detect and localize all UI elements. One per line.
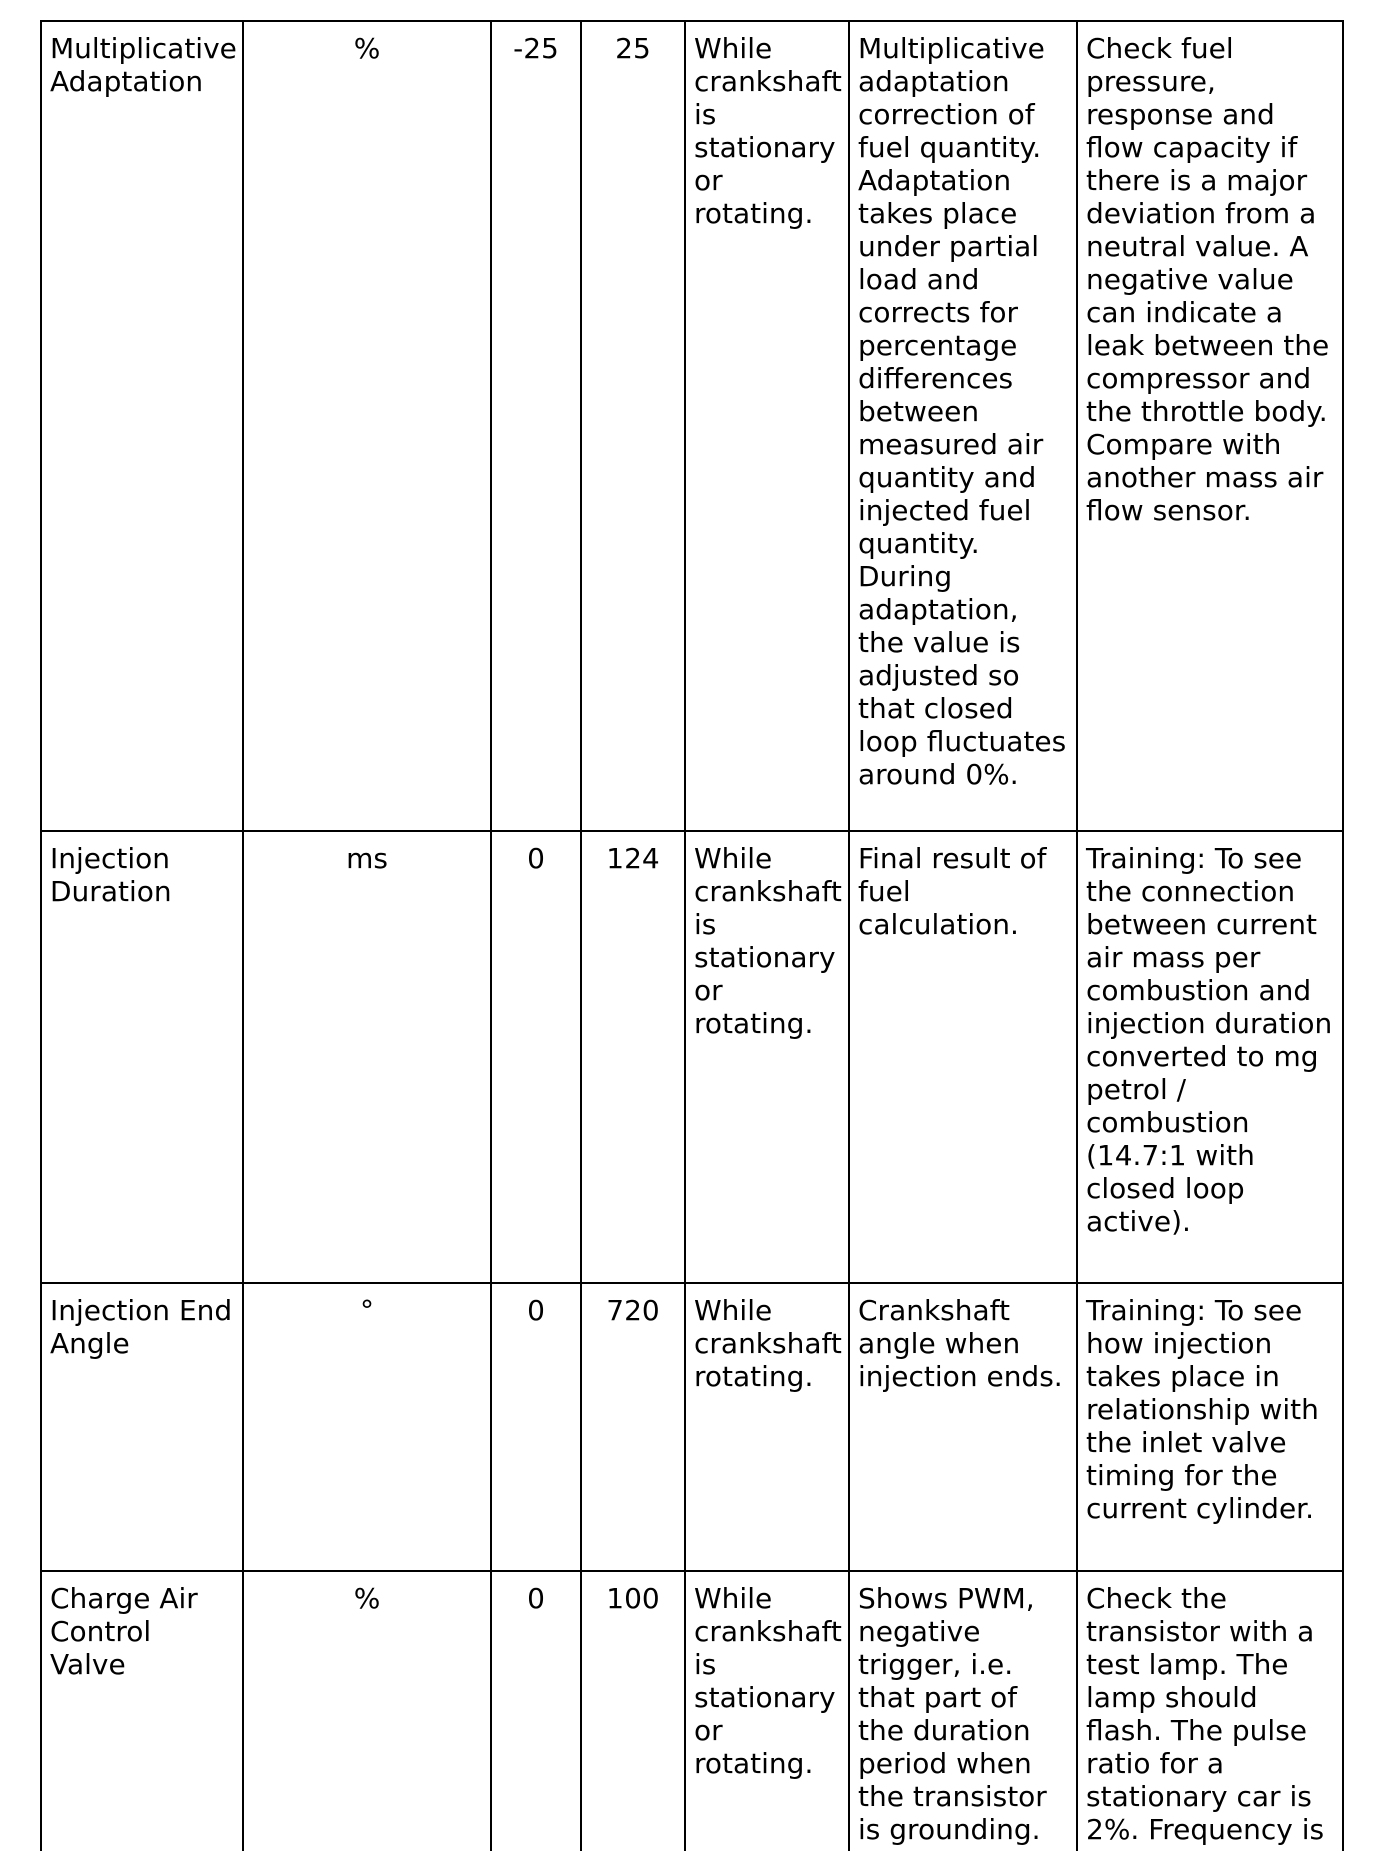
condition: While crankshaft rotating. [685, 1283, 849, 1571]
description: Multiplicative adaptation correction of fuel quantity. Adaptation takes place under partial load and corrects for percentage differences between measured air quantity and injected fuel quantity. During adaptation, the value is adjusted so that closed loop fluctuates around 0%. [849, 21, 1077, 831]
max-value: 720 [581, 1283, 685, 1571]
condition: While crankshaft is stationary or rotating. [685, 21, 849, 831]
advice: Check the transistor with a test lamp. The lamp should flash. The pulse ratio for a stationary car is 2%. Frequency is [1077, 1571, 1343, 1851]
unit: % [243, 21, 491, 831]
description: Crankshaft angle when injection ends. [849, 1283, 1077, 1571]
table-row [41, 1283, 1343, 1571]
unit: ms [243, 831, 491, 1283]
condition: While crankshaft is stationary or rotating. [685, 831, 849, 1283]
advice: Training: To see the connection between current air mass per combustion and injection duration converted to mg petrol / combustion (14.7:1 with closed loop active). [1077, 831, 1343, 1283]
table-row [41, 1571, 1343, 1851]
description: Shows PWM, negative trigger, i.e. that part of the duration period when the transistor is grounding. [849, 1571, 1077, 1851]
condition: While crankshaft is stationary or rotating. [685, 1571, 849, 1851]
min-value: 0 [491, 1571, 581, 1851]
parameter-name: Multiplicative Adaptation [41, 21, 243, 831]
parameter-name: Injection End Angle [41, 1283, 243, 1571]
unit: % [243, 1571, 491, 1851]
min-value: -25 [491, 21, 581, 831]
table-row [41, 831, 1343, 1283]
advice: Training: To see how injection takes place in relationship with the inlet valve timing for the current cylinder. [1077, 1283, 1343, 1571]
max-value: 124 [581, 831, 685, 1283]
description: Final result of fuel calculation. [849, 831, 1077, 1283]
table-row [41, 21, 1343, 831]
advice: Check fuel pressure, response and flow capacity if there is a major deviation from a neutral value. A negative value can indicate a leak between the compressor and the throttle body. Compare with another mass air flow sensor. [1077, 21, 1343, 831]
max-value: 25 [581, 21, 685, 831]
parameter-name: Injection Duration [41, 831, 243, 1283]
parameter-name: Charge Air Control Valve [41, 1571, 243, 1851]
parameter-table [40, 20, 1344, 1851]
min-value: 0 [491, 1283, 581, 1571]
max-value: 100 [581, 1571, 685, 1851]
unit: ° [243, 1283, 491, 1571]
min-value: 0 [491, 831, 581, 1283]
